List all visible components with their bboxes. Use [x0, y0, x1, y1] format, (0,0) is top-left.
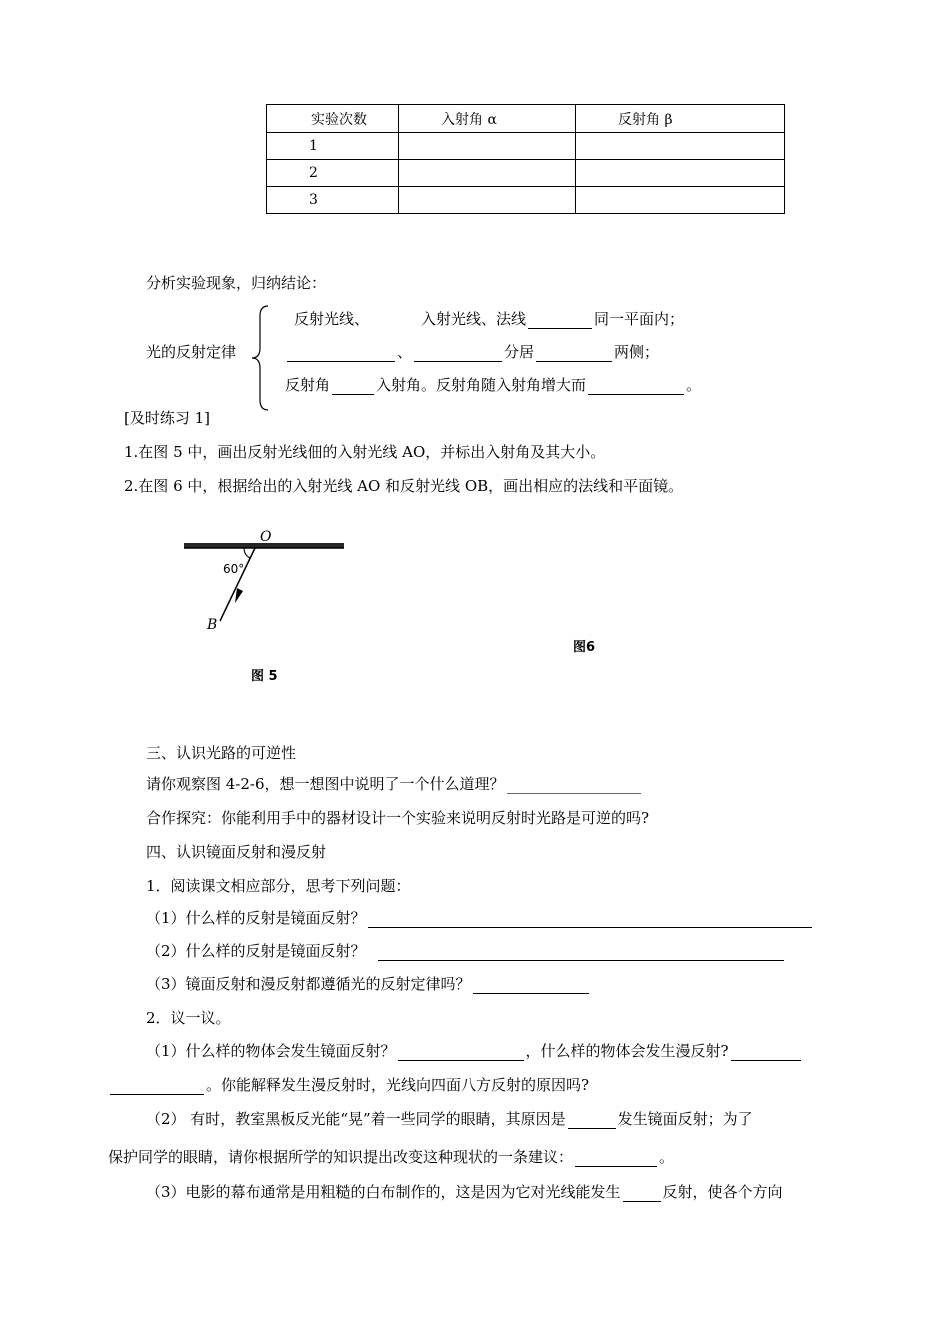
section-3-title: 三、认识光路的可逆性 — [146, 744, 297, 762]
blank-line[interactable] — [414, 346, 502, 362]
question-text: 。你能解释发生漫反射时，光线向四面八方反射的原因吗? — [206, 1076, 590, 1094]
question-text: ，什么样的物体会发生漫反射? — [525, 1042, 729, 1060]
law-line-1 — [294, 308, 684, 329]
section-4-title: 四、认识镜面反射和漫反射 — [146, 843, 327, 861]
question-text: （3）镜面反射和漫反射都遵循光的反射定律吗？ — [146, 975, 471, 993]
law-text: 反射角 — [285, 376, 331, 394]
blank-line[interactable] — [473, 978, 589, 994]
blank-line[interactable] — [528, 313, 592, 329]
section-4-question-2 — [146, 940, 786, 961]
angle-label: 60° — [223, 562, 245, 576]
discussion-2-line-2 — [108, 1146, 674, 1167]
incidence-cell — [399, 187, 576, 214]
practice-question-1: 1.在图 5 中，画出反射光线佃的入射光线 AO，并标出入射角及其大小。 — [124, 443, 606, 461]
analysis-intro: 分析实验现象，归纳结论： — [146, 274, 327, 292]
reflection-cell — [576, 187, 785, 214]
table-row — [267, 160, 785, 187]
blank-line[interactable] — [588, 379, 684, 395]
blank-line[interactable] — [287, 346, 395, 362]
blank-line[interactable] — [398, 1045, 524, 1061]
trial-number: 1 — [267, 133, 399, 160]
law-text: 两侧； — [614, 343, 660, 361]
discussion-1-line-2 — [108, 1074, 589, 1095]
law-text: 反射光线、 — [294, 310, 370, 328]
table-header-row — [267, 105, 785, 133]
question-text: （2） 有时，教室黑板反光能“晃”着一些同学的眼睛，其原因是 — [146, 1110, 566, 1128]
law-line-3 — [285, 374, 701, 395]
point-b-label: B — [207, 617, 218, 633]
question-text: （1）什么样的反射是镜面反射？ — [146, 909, 366, 927]
discussion-1-line-1 — [146, 1040, 803, 1061]
section-3-question-1 — [146, 773, 643, 794]
section-4-item-2: 2．议一议。 — [146, 1009, 231, 1027]
incidence-cell — [399, 133, 576, 160]
angle-arc-icon — [244, 548, 250, 558]
blank-line[interactable] — [568, 1113, 616, 1129]
practice-question-2: 2.在图 6 中，根据给出的入射光线 AO 和反射光线 OB，画出相应的法线和平面镜。 — [124, 477, 684, 495]
law-text: 同一平面内； — [594, 310, 685, 328]
point-o-label: O — [260, 529, 272, 545]
question-text: 请你观察图 4-2-6，想一想图中说明了一个什么道理？ — [146, 775, 505, 793]
question-text: （2）什么样的反射是镜面反射？ — [146, 942, 366, 960]
question-text: 。 — [659, 1148, 675, 1166]
question-text: （3）电影的幕布通常是用粗糙的白布制作的，这是因为它对光线能发生 — [146, 1183, 621, 1201]
ray-arrow-icon — [235, 588, 243, 603]
figure-5-caption: 图 5 — [251, 669, 278, 684]
incidence-cell — [399, 160, 576, 187]
table-row — [267, 187, 785, 214]
figure-5-diagram — [180, 525, 350, 635]
blank-line[interactable] — [731, 1045, 801, 1061]
blank-line[interactable] — [536, 346, 612, 362]
table-row — [267, 133, 785, 160]
law-text: 入射角。反射角随入射角增大而 — [376, 376, 587, 394]
question-text: （1）什么样的物体会发生镜面反射？ — [146, 1042, 396, 1060]
blank-line[interactable] — [575, 1151, 657, 1167]
blank-line[interactable] — [623, 1186, 661, 1202]
reflection-cell — [576, 133, 785, 160]
question-text: 发生镜面反射；为了 — [617, 1110, 753, 1128]
blank-line[interactable] — [507, 778, 641, 794]
section-4-question-1 — [146, 907, 814, 928]
section-3-question-2: 合作探究：你能利用手中的器材设计一个实验来说明反射时光路是可逆的吗? — [146, 809, 650, 827]
experiment-table — [266, 104, 785, 214]
trial-number: 3 — [267, 187, 399, 214]
law-text: 分居 — [504, 343, 535, 361]
reflection-cell — [576, 160, 785, 187]
question-text: 反射，使各个方向 — [662, 1183, 783, 1201]
blank-line[interactable] — [110, 1079, 204, 1095]
law-text: 、 — [397, 343, 413, 361]
brace-icon — [250, 304, 272, 412]
section-4-question-3 — [146, 973, 591, 994]
header-reflection-angle: 反射角 β — [576, 105, 785, 133]
figure-6-caption: 图6 — [573, 640, 596, 655]
law-text: 入射光线、法线 — [421, 310, 527, 328]
practice-title: [及时练习 1] — [124, 409, 211, 427]
blank-line[interactable] — [368, 912, 812, 928]
blank-line[interactable] — [332, 379, 374, 395]
header-trial-count: 实验次数 — [267, 105, 399, 133]
incident-ray — [220, 548, 255, 621]
section-4-item-1: 1．阅读课文相应部分，思考下列问题： — [146, 877, 411, 895]
header-incidence-angle: 入射角 α — [399, 105, 576, 133]
question-text: 保护同学的眼睛，请你根据所学的知识提出改变这种现状的一条建议： — [108, 1148, 574, 1166]
discussion-3-line-1 — [146, 1181, 783, 1202]
trial-number: 2 — [267, 160, 399, 187]
law-text: 。 — [686, 376, 702, 394]
law-line-2 — [285, 341, 659, 362]
discussion-2-line-1 — [146, 1108, 753, 1129]
law-label: 光的反射定律 — [146, 343, 237, 361]
blank-line[interactable] — [378, 945, 784, 961]
